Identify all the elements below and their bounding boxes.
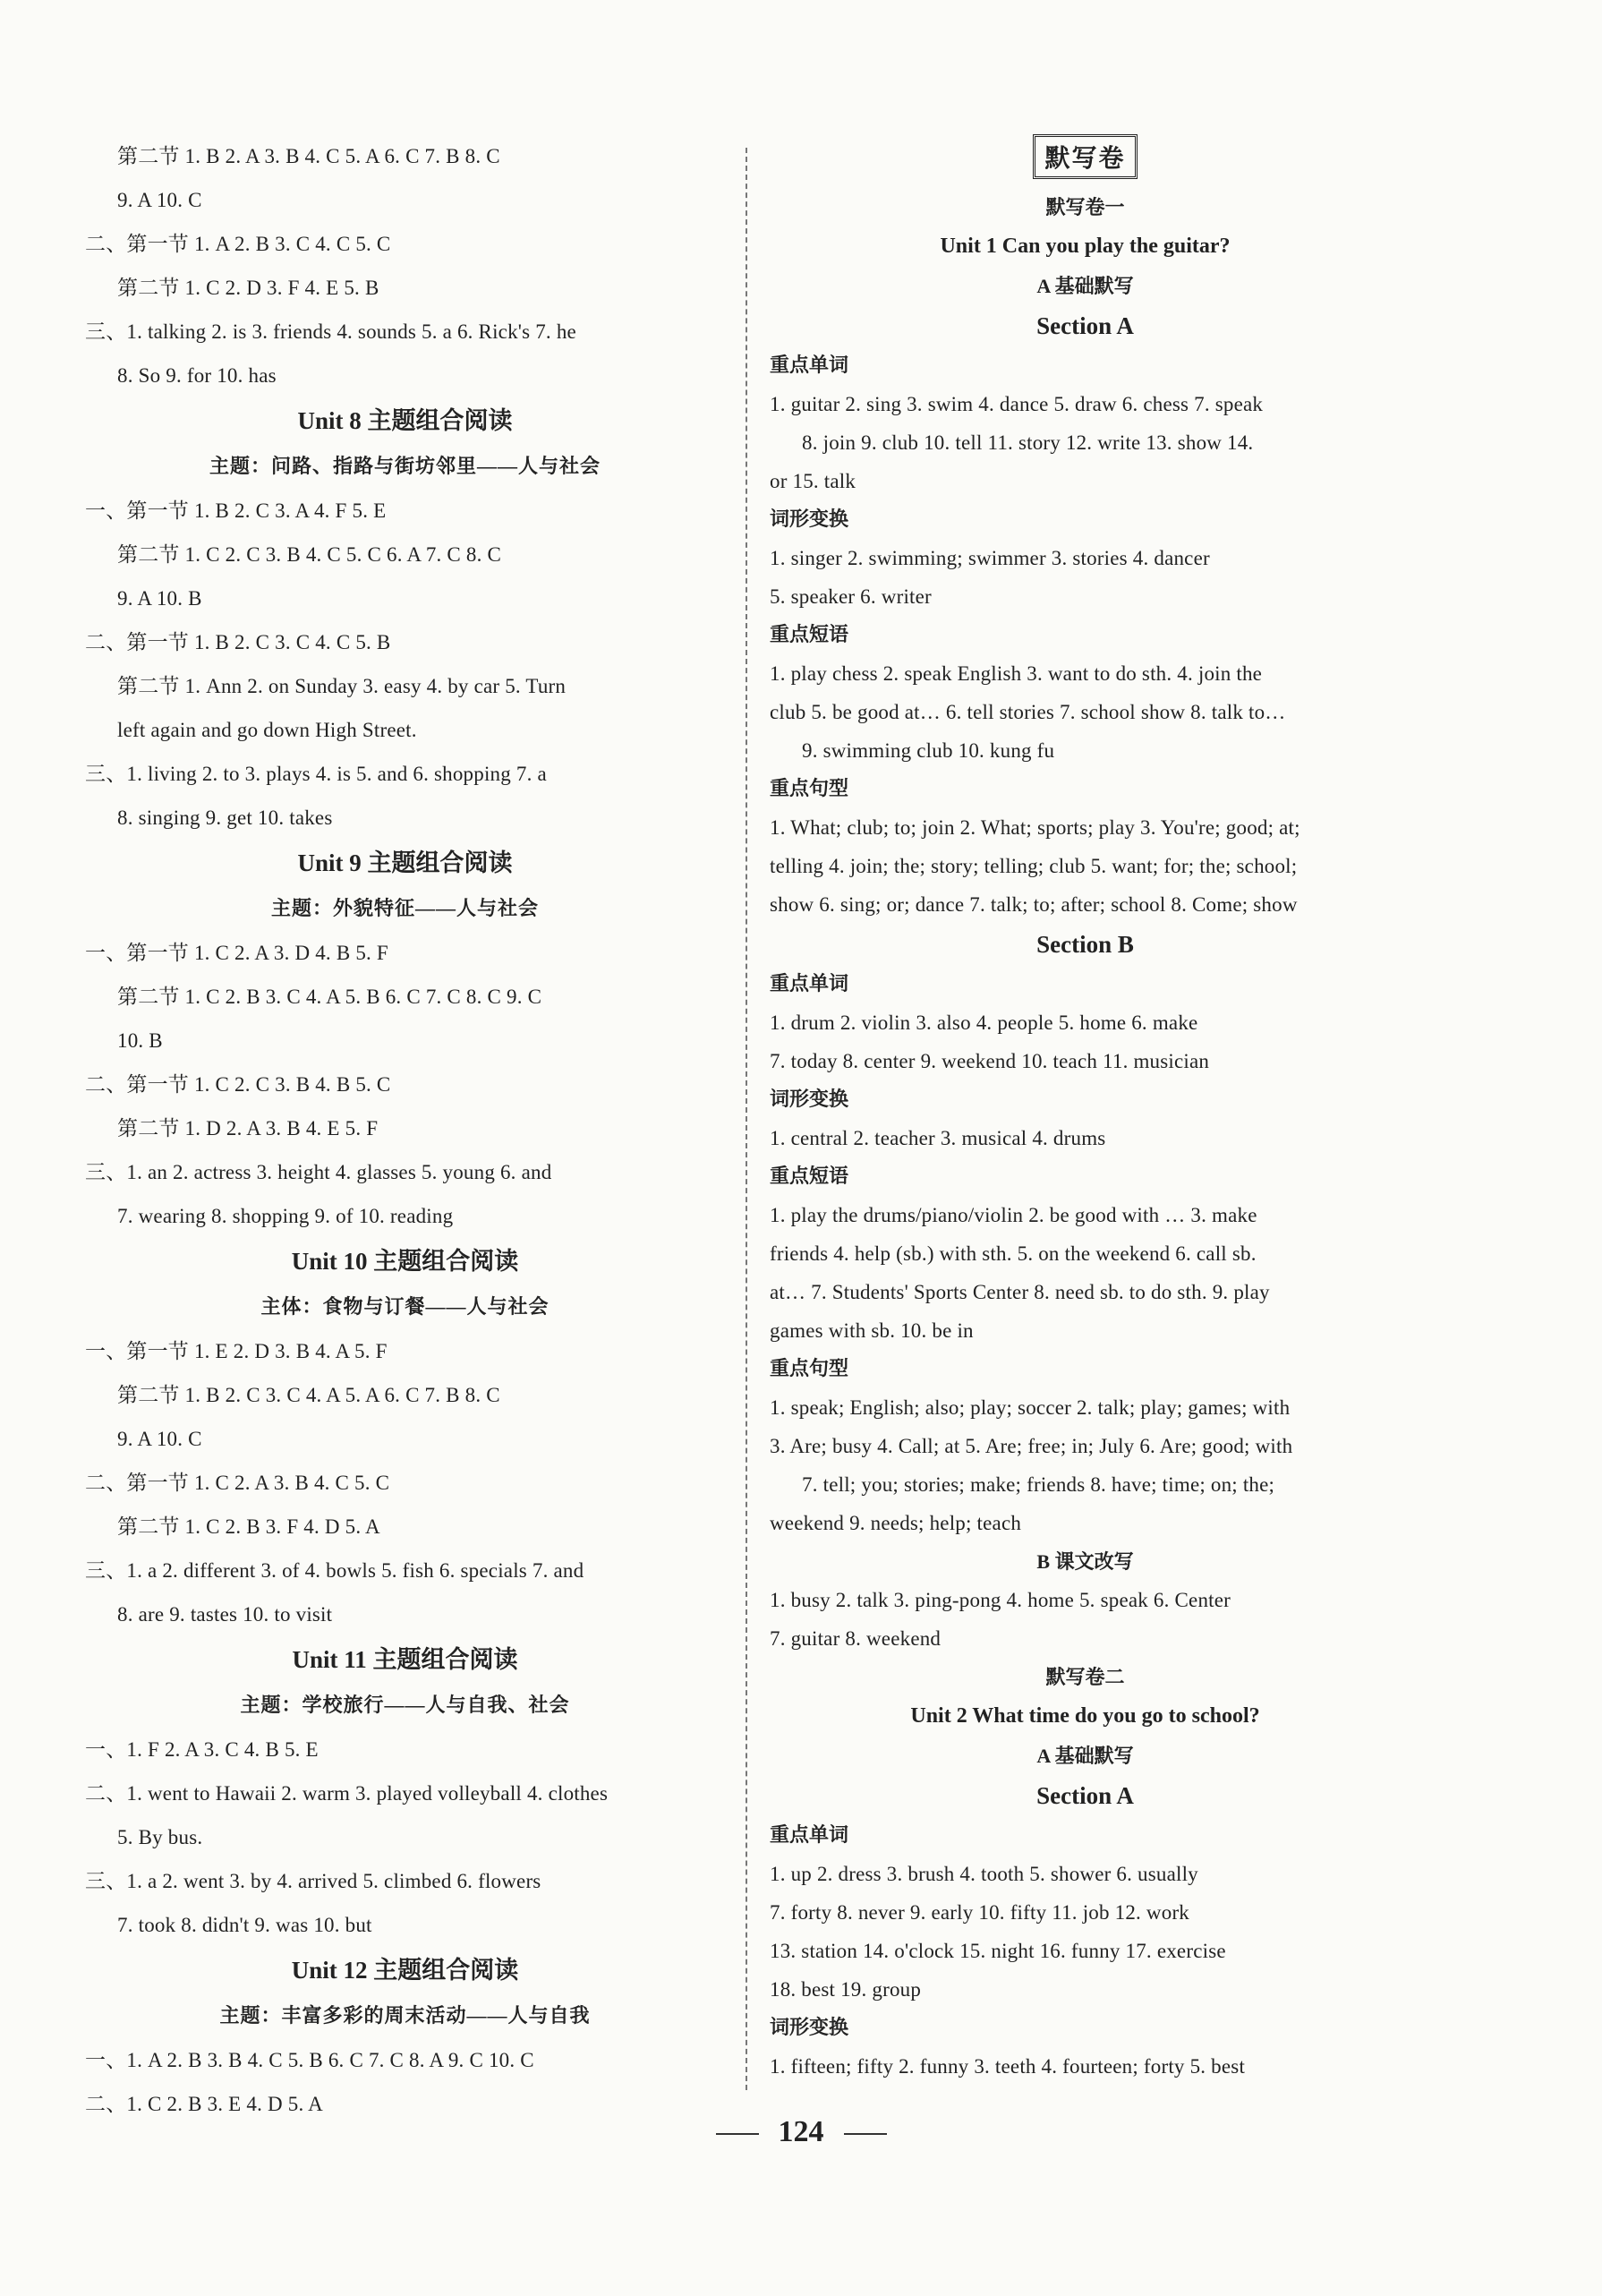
answer-line: 二、1. C 2. B 3. E 4. D 5. A: [85, 2093, 323, 2115]
answer-line: 8. So 9. for 10. has: [117, 364, 277, 387]
theme-line: 主题：外貌特征——人与社会: [270, 897, 539, 919]
answer-line: 一、第一节 1. B 2. C 3. A 4. F 5. E: [85, 499, 387, 522]
left-column: [85, 134, 725, 2126]
answer-line: 7. took 8. didn't 9. was 10. but: [117, 1914, 372, 1936]
section-heading-label: 默写卷: [1033, 134, 1137, 179]
category-label: 词形变换: [770, 508, 849, 531]
answer-line: 9. A 10. C: [117, 1428, 202, 1450]
section-title: Section A: [1036, 1782, 1134, 1809]
answer-line: 1. busy 2. talk 3. ping-pong 4. home 5. speak 6. Center: [770, 1589, 1231, 1611]
answer-line: 1. speak; English; also; play; soccer 2. talk; play; games; with: [770, 1396, 1291, 1419]
section-title: Section A: [1036, 312, 1134, 339]
unit-title: Unit 9 主题组合阅读: [297, 849, 513, 876]
category-label: 重点短语: [770, 624, 849, 646]
answer-line: 二、第一节 1. C 2. C 3. B 4. B 5. C: [85, 1073, 391, 1096]
answer-line: 第二节 1. C 2. D 3. F 4. E 5. B: [117, 277, 379, 299]
answer-line: friends 4. help (sb.) with sth. 5. on the weekend 6. call sb.: [770, 1242, 1257, 1265]
answer-line: 二、第一节 1. A 2. B 3. C 4. C 5. C: [85, 233, 391, 255]
page-number-dash-left: [716, 2133, 759, 2135]
subheading: A 基础默写: [1036, 275, 1134, 297]
category-label: 重点单词: [770, 1824, 849, 1847]
answer-line: 8. join 9. club 10. tell 11. story 12. write 13. show 14.: [802, 431, 1254, 454]
answer-line: 三、1. living 2. to 3. plays 4. is 5. and 6. shopping 7. a: [85, 763, 547, 785]
answer-line: 7. wearing 8. shopping 9. of 10. reading: [117, 1205, 454, 1227]
unit-title: Unit 2 What time do you go to school?: [910, 1704, 1260, 1728]
answer-line: 三、1. talking 2. is 3. friends 4. sounds 5. a 6. Rick's 7. he: [85, 320, 576, 343]
answer-line: or 15. talk: [770, 470, 856, 492]
answer-line: 3. Are; busy 4. Call; at 5. Are; free; in; July 6. Are; good; with: [770, 1435, 1293, 1457]
answer-line: 9. swimming club 10. kung fu: [802, 739, 1055, 762]
answer-line: show 6. sing; or; dance 7. talk; to; after; school 8. Come; show: [770, 893, 1298, 916]
answer-line: 第二节 1. C 2. C 3. B 4. C 5. C 6. A 7. C 8. C: [117, 543, 502, 566]
answer-line: 1. play the drums/piano/violin 2. be good with … 3. make: [770, 1204, 1257, 1226]
answer-line: 1. fifteen; fifty 2. funny 3. teeth 4. fourteen; forty 5. best: [770, 2055, 1246, 2078]
answer-line: 一、第一节 1. E 2. D 3. B 4. A 5. F: [85, 1340, 388, 1362]
answer-line: 8. singing 9. get 10. takes: [117, 807, 333, 829]
theme-line: 主体：食物与订餐——人与社会: [260, 1295, 550, 1318]
answer-line: 一、第一节 1. C 2. A 3. D 4. B 5. F: [85, 942, 388, 964]
page-number-dash-right: [844, 2133, 887, 2135]
answer-line: 1. drum 2. violin 3. also 4. people 5. home 6. make: [770, 1011, 1198, 1034]
answer-line: 第二节 1. C 2. B 3. C 4. A 5. B 6. C 7. C 8. C 9. C: [117, 986, 542, 1008]
answer-line: 1. play chess 2. speak English 3. want to do sth. 4. join the: [770, 662, 1263, 685]
answer-line: 第二节 1. B 2. C 3. C 4. A 5. A 6. C 7. B 8. C: [117, 1384, 500, 1406]
answer-line: 第二节 1. B 2. A 3. B 4. C 5. A 6. C 7. B 8. C: [117, 145, 500, 167]
answer-line: 三、1. a 2. different 3. of 4. bowls 5. fish 6. specials 7. and: [85, 1559, 584, 1582]
category-label: 重点句型: [770, 1358, 849, 1380]
answer-line: games with sb. 10. be in: [770, 1319, 974, 1342]
answer-line: 7. guitar 8. weekend: [770, 1627, 942, 1650]
theme-line: 主题：学校旅行——人与自我、社会: [240, 1694, 570, 1716]
answer-line: telling 4. join; the; story; telling; club 5. want; for; the; school;: [770, 855, 1298, 877]
theme-line: 主题：问路、指路与街坊邻里——人与社会: [209, 455, 601, 477]
answer-line: 5. speaker 6. writer: [770, 585, 932, 608]
unit-title: Unit 10 主题组合阅读: [291, 1248, 519, 1275]
column-divider: [746, 148, 747, 2090]
page-number: [0, 2115, 1602, 2149]
subheading: B 课文改写: [1036, 1550, 1134, 1573]
answer-line: 13. station 14. o'clock 15. night 16. funny 17. exercise: [770, 1940, 1226, 1962]
answer-line: 8. are 9. tastes 10. to visit: [117, 1603, 333, 1626]
unit-title: Unit 1 Can you play the guitar?: [940, 235, 1231, 258]
answer-line: 7. forty 8. never 9. early 10. fifty 11. job 12. work: [770, 1901, 1190, 1924]
subheading: A 基础默写: [1036, 1745, 1134, 1767]
section-title: Section B: [1036, 931, 1134, 958]
answer-line: 第二节 1. C 2. B 3. F 4. D 5. A: [117, 1515, 380, 1538]
answer-line: left again and go down High Street.: [117, 719, 417, 741]
answer-line: 7. today 8. center 9. weekend 10. teach 11. musician: [770, 1050, 1210, 1072]
category-label: 词形变换: [770, 2017, 849, 2039]
answer-line: 1. guitar 2. sing 3. swim 4. dance 5. draw 6. chess 7. speak: [770, 393, 1264, 415]
category-label: 重点短语: [770, 1165, 849, 1188]
answer-line: 18. best 19. group: [770, 1978, 922, 2001]
right-column: [770, 134, 1401, 2086]
answer-line: 9. A 10. C: [117, 189, 202, 211]
answer-line: 1. singer 2. swimming; swimmer 3. stories 4. dancer: [770, 547, 1210, 569]
subheading: 默写卷一: [1045, 196, 1125, 218]
answer-line: 9. A 10. B: [117, 587, 202, 610]
answer-line: 一、1. F 2. A 3. C 4. B 5. E: [85, 1738, 319, 1761]
answer-line: 1. What; club; to; join 2. What; sports; play 3. You're; good; at;: [770, 816, 1300, 839]
answer-line: 三、1. an 2. actress 3. height 4. glasses 5. young 6. and: [85, 1161, 552, 1183]
unit-title: Unit 8 主题组合阅读: [297, 407, 513, 434]
theme-line: 主题：丰富多彩的周末活动——人与自我: [219, 2004, 591, 2027]
answer-line: club 5. be good at… 6. tell stories 7. school show 8. talk to…: [770, 701, 1286, 723]
unit-title: Unit 12 主题组合阅读: [291, 1957, 519, 1984]
answer-line: at… 7. Students' Sports Center 8. need sb. to do sth. 9. play: [770, 1281, 1270, 1303]
category-label: 词形变换: [770, 1088, 849, 1111]
category-label: 重点单词: [770, 354, 849, 377]
unit-title: Unit 11 主题组合阅读: [292, 1646, 518, 1673]
answer-line: 1. up 2. dress 3. brush 4. tooth 5. shower 6. usually: [770, 1863, 1198, 1885]
answer-line: 1. central 2. teacher 3. musical 4. drums: [770, 1127, 1106, 1149]
answer-line: 第二节 1. D 2. A 3. B 4. E 5. F: [117, 1117, 379, 1139]
category-label: 重点句型: [770, 778, 849, 800]
page-number-value: 124: [778, 2115, 824, 2148]
subheading: 默写卷二: [1045, 1666, 1125, 1688]
answer-line: 10. B: [117, 1029, 163, 1052]
answer-line: 二、第一节 1. B 2. C 3. C 4. C 5. B: [85, 631, 391, 653]
answer-line: 第二节 1. Ann 2. on Sunday 3. easy 4. by car 5. Turn: [117, 675, 567, 697]
answer-line: 一、1. A 2. B 3. B 4. C 5. B 6. C 7. C 8. A 9. C 10. C: [85, 2049, 534, 2071]
category-label: 重点单词: [770, 973, 849, 995]
answer-line: weekend 9. needs; help; teach: [770, 1512, 1022, 1534]
answer-line: 二、第一节 1. C 2. A 3. B 4. C 5. C: [85, 1472, 390, 1494]
answer-line: 二、1. went to Hawaii 2. warm 3. played volleyball 4. clothes: [85, 1782, 609, 1805]
answer-line: 三、1. a 2. went 3. by 4. arrived 5. climbed 6. flowers: [85, 1870, 541, 1892]
answer-line: 5. By bus.: [117, 1826, 203, 1848]
section-heading-box: [770, 134, 1401, 181]
answer-line: 7. tell; you; stories; make; friends 8. have; time; on; the;: [802, 1473, 1275, 1496]
